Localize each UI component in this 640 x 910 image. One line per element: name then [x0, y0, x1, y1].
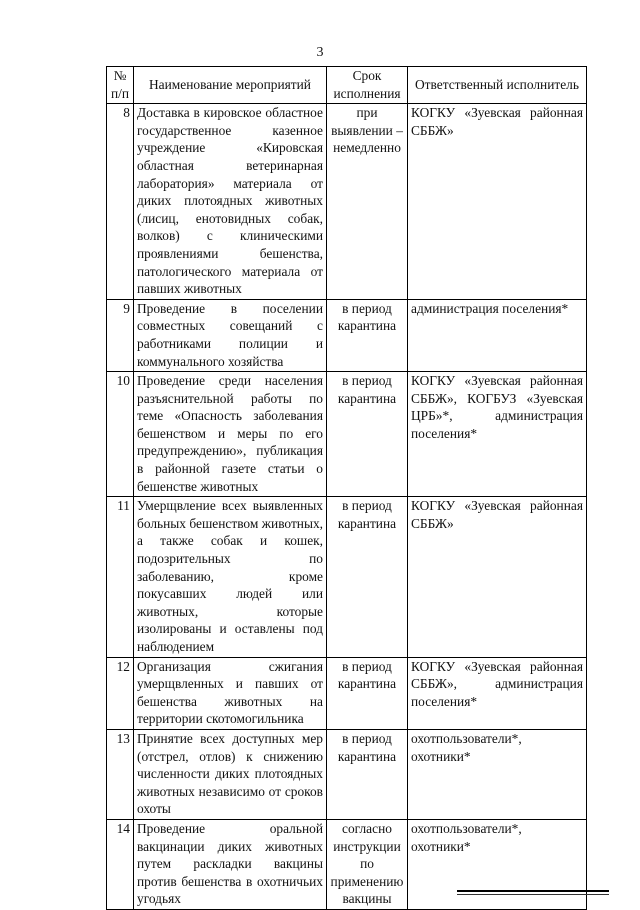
table-row	[107, 299, 587, 371]
row-measure: Доставка в кировское областное государственное казенное учреждение «Кировская областная ветеринарная лаборатория» материала от диких плотоядных животных (лисиц, енотовидных собак, волков) с клиническими проявлениями бешенства, патологического материала от павших животных	[134, 104, 327, 300]
row-number: 12	[107, 657, 134, 729]
header-term: Срок исполнения	[327, 67, 408, 104]
row-measure: Организация сжигания умерщвленных и павших от бешенства животных на территории скотомогильника	[134, 657, 327, 729]
row-number: 14	[107, 819, 134, 909]
row-term: в период карантина	[327, 729, 408, 819]
row-term: в период карантина	[327, 299, 408, 371]
row-responsible: охотпользователи*, охотники*	[408, 729, 587, 819]
row-measure: Проведение среди населения разъяснительной работы по теме «Опасность заболевания бешенством и меры по его предупреждению», публикация в районной газете статьи о бешенстве животных	[134, 372, 327, 497]
row-term: при выявлении – немедленно	[327, 104, 408, 300]
row-number: 9	[107, 299, 134, 371]
header-responsible: Ответственный исполнитель	[408, 67, 587, 104]
page-number: 3	[316, 45, 324, 60]
row-number: 8	[107, 104, 134, 300]
row-responsible: охотпользователи*, охотники*	[408, 819, 587, 909]
table-header	[107, 67, 587, 104]
row-term: в период карантина	[327, 372, 408, 497]
row-number: 10	[107, 372, 134, 497]
row-measure: Проведение оральной вакцинации диких животных путем раскладки вакцины против бешенства в охотничьих угодьях	[134, 819, 327, 909]
table-row	[107, 819, 587, 909]
table-row	[107, 657, 587, 729]
row-responsible: КОГКУ «Зуевская районная СББЖ», администрация поселения*	[408, 657, 587, 729]
table-row	[107, 729, 587, 819]
table-body	[107, 104, 587, 910]
row-term: в период карантина	[327, 497, 408, 657]
header-name: Наименование мероприятий	[134, 67, 327, 104]
table-row	[107, 497, 587, 657]
row-term: согласно инструкции по применению вакцины	[327, 819, 408, 909]
header-row	[107, 67, 587, 104]
row-measure: Умерщвление всех выявленных больных бешенством животных, а также собак и кошек, подозрительных по заболеванию, кроме покусавших людей или животных, которые изолированы и оставлены под наблюдением	[134, 497, 327, 657]
row-responsible: КОГКУ «Зуевская районная СББЖ»	[408, 104, 587, 300]
measures-table	[106, 66, 587, 910]
row-number: 13	[107, 729, 134, 819]
row-responsible: администрация поселения*	[408, 299, 587, 371]
table-row	[107, 104, 587, 300]
row-responsible: КОГКУ «Зуевская районная СББЖ», КОГБУЗ «Зуевская ЦРБ»*, администрация поселения*	[408, 372, 587, 497]
row-term: в период карантина	[327, 657, 408, 729]
row-measure: Принятие всех доступных мер (отстрел, отлов) к снижению численности диких плотоядных животных независимо от сроков охоты	[134, 729, 327, 819]
footnote-separator-line	[457, 890, 609, 892]
row-measure: Проведение в поселении совместных совещаний с работниками полиции и коммунального хозяйства	[134, 299, 327, 371]
row-number: 11	[107, 497, 134, 657]
table-row	[107, 372, 587, 497]
header-num: № п/п	[107, 67, 134, 104]
row-responsible: КОГКУ «Зуевская районная СББЖ»	[408, 497, 587, 657]
